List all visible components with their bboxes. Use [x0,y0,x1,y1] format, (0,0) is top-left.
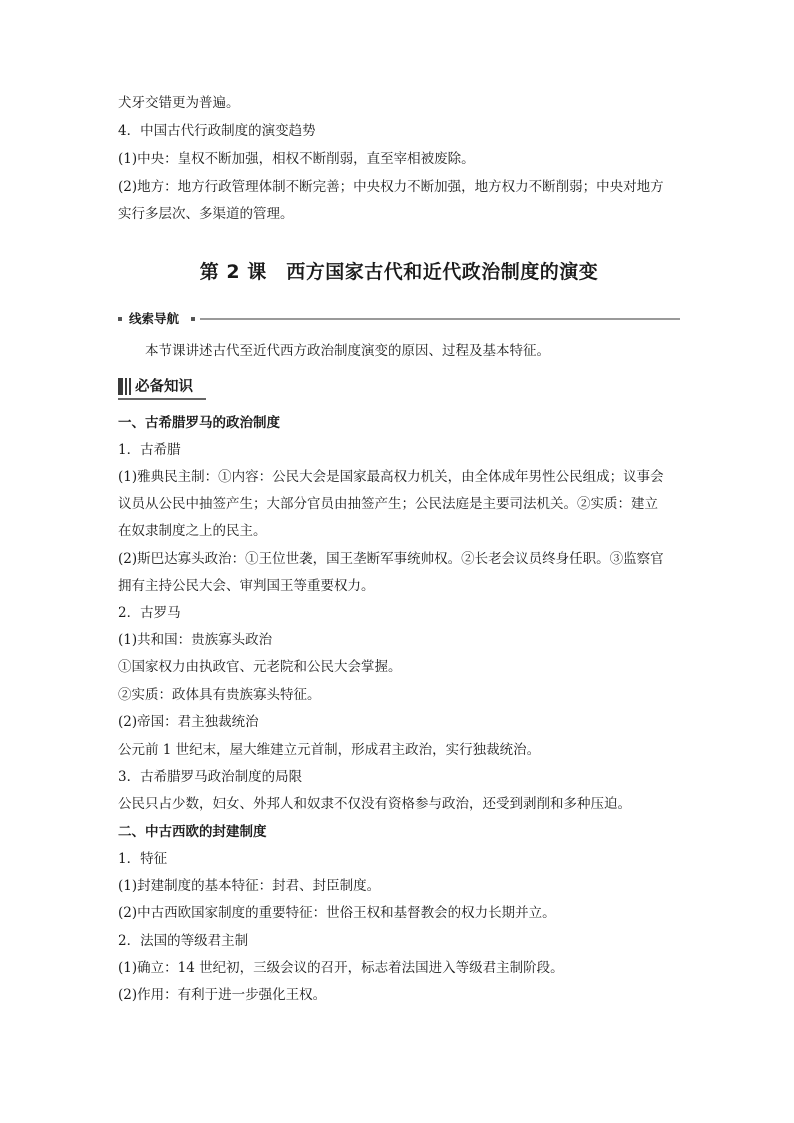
section-header [118,375,680,401]
athens-text-1: (1)雅典民主制：①内容：公民大会是国家最高权力机关，由全体成年男性公民组成；议事会 [118,469,664,485]
empire-detail: 公元前 1 世纪末，屋大维建立元首制，形成君主政治，实行独裁统治。 [118,742,541,758]
local-power-text-2: 实行多层次、多渠道的管理。 [118,206,294,222]
local-power-text-1: (2)地方：地方行政管理体制不断完善；中央权力不断加强，地方权力不断削弱；中央对地方 [118,179,664,195]
republic-item-a: ①国家权力由执政官、元老院和公民大会掌握。 [118,659,402,675]
france-heading: 2．法国的等级君主制 [118,933,249,949]
sparta-text-1: (2)斯巴达寡头政治：①王位世袭，国王垄断军事统帅权。②长老会议员终身任职。③监察官 [118,551,664,567]
part2-heading: 二、中古西欧的封建制度 [118,824,267,840]
guide-divider [200,318,680,320]
guide-label: 线索导航 [129,311,180,326]
part1-heading: 一、古希腊罗马的政治制度 [118,415,280,431]
limits-heading: 3．古希腊罗马政治制度的局限 [118,769,303,785]
lesson-title: 第 2 课 西方国家古代和近代政治制度的演变 [199,261,599,283]
republic-item-b: ②实质：政体具有贵族寡头特征。 [118,687,321,703]
greece-heading: 1．古希腊 [118,442,181,458]
intro-continuation: 犬牙交错更为普遍。 [118,95,240,111]
bullet-icon [118,317,122,321]
section-bars-icon [118,378,132,395]
bullet-icon [191,317,195,321]
section-underline [118,398,206,400]
sparta-text-2: 拥有主持公民大会、审判国王等重要权力。 [118,578,375,594]
guide-text: 本节课讲述古代至近代西方政治制度演变的原因、过程及基本特征。 [145,343,550,359]
subheading-4: 4．中国古代行政制度的演变趋势 [118,123,316,139]
france-text-2: (2)作用：有利于进一步强化王权。 [118,987,327,1003]
features-text-2: (2)中古西欧国家制度的重要特征：世俗王权和基督教会的权力长期并立。 [118,905,556,921]
republic-text: (1)共和国：贵族寡头政治 [118,632,273,648]
athens-text-2: 议员从公民中抽签产生；大部分官员由抽签产生；公民法庭是主要司法机关。②实质：建立 [118,496,658,512]
central-power-text: (1)中央：皇权不断加强，相权不断削弱，直至宰相被废除。 [118,151,475,167]
athens-text-3: 在奴隶制度之上的民主。 [118,523,267,539]
rome-heading: 2．古罗马 [118,605,181,621]
section-label: 必备知识 [135,379,193,395]
limits-text: 公民只占少数，妇女、外邦人和奴隶不仅没有资格参与政治，还受到剥削和多种压迫。 [118,796,631,812]
features-heading: 1．特征 [118,851,168,867]
guide-banner [118,310,680,328]
france-text-1: (1)确立：14 世纪初，三级会议的召开，标志着法国进入等级君主制阶段。 [118,960,564,976]
features-text-1: (1)封建制度的基本特征：封君、封臣制度。 [118,878,381,894]
empire-text: (2)帝国：君主独裁统治 [118,714,259,730]
